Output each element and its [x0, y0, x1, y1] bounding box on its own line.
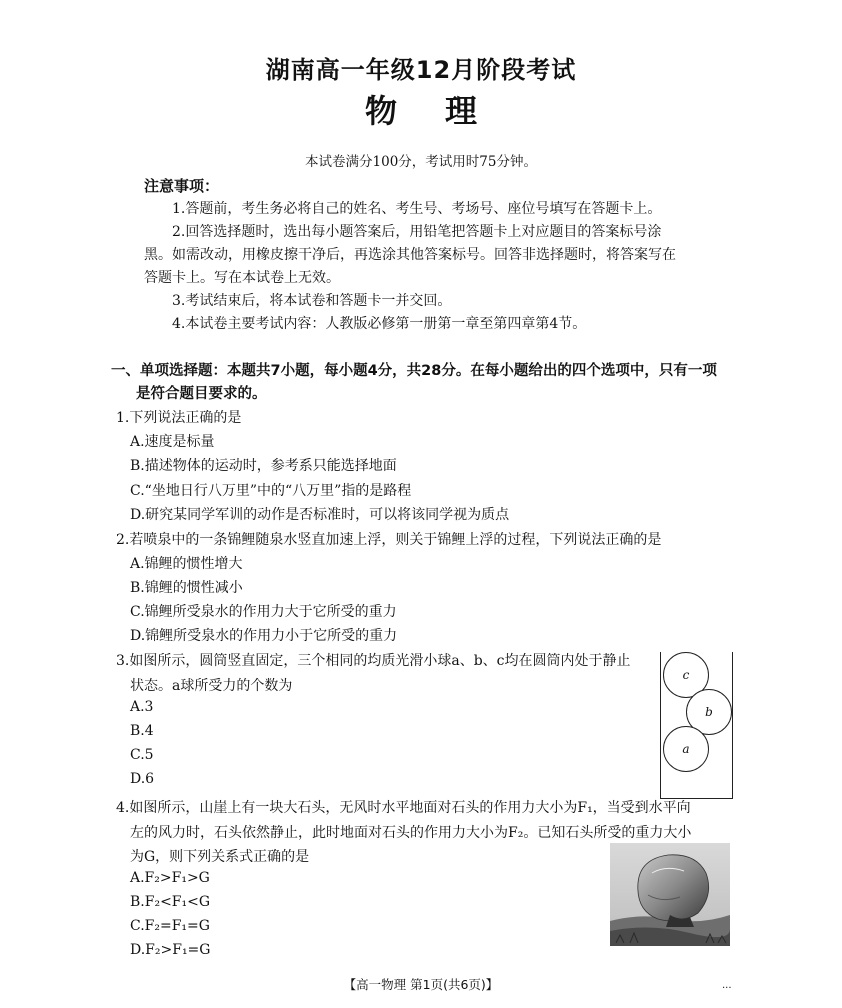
- question-2-option-d: D.锦鲤所受泉水的作用力小于它所受的重力: [130, 628, 398, 644]
- section-1-heading: 一、单项选择题：本题共7小题，每小题4分，共28分。在每小题给出的四个选项中，只有一项: [111, 363, 717, 379]
- notice-line-3: 黑。如需改动，用橡皮擦干净后，再选涂其他答案标号。回答非选择题时，将答案写在: [144, 247, 676, 263]
- rock-photo: [610, 843, 730, 946]
- page-footer: 【高一物理 第1页(共6页)】: [343, 977, 499, 992]
- notice-line-4: 答题卡上。写在本试卷上无效。: [144, 270, 340, 286]
- question-1-option-b: B.描述物体的运动时，参考系只能选择地面: [130, 458, 397, 474]
- exam-intro: 本试卷满分100分，考试用时75分钟。: [305, 154, 537, 170]
- corner-mark: ...: [722, 980, 732, 991]
- question-4-option-d: D.F₂>F₁=G: [130, 942, 211, 958]
- question-2-option-b: B.锦鲤的惯性减小: [130, 580, 243, 596]
- notice-line-6: 4.本试卷主要考试内容：人教版必修第一册第一章至第四章第4节。: [172, 316, 587, 332]
- cylinder-figure: [660, 652, 733, 799]
- ball-a: a: [663, 726, 709, 772]
- question-4-option-b: B.F₂<F₁<G: [130, 894, 211, 910]
- question-1-option-c: C.“坐地日行八万里”中的“八万里”指的是路程: [130, 483, 412, 499]
- question-4-option-c: C.F₂=F₁=G: [130, 918, 210, 934]
- question-4-stem-cont-2: 为G，则下列关系式正确的是: [130, 849, 310, 865]
- question-1-option-a: A.速度是标量: [130, 434, 215, 450]
- subject-title: 物理: [364, 92, 525, 130]
- exam-title: 湖南高一年级12月阶段考试: [265, 56, 577, 84]
- question-3-option-c: C.5: [130, 747, 154, 763]
- question-2-stem: 2.若喷泉中的一条锦鲤随泉水竖直加速上浮，则关于锦鲤上浮的过程，下列说法正确的是: [116, 532, 662, 548]
- question-2-option-c: C.锦鲤所受泉水的作用力大于它所受的重力: [130, 604, 397, 620]
- notice-line-1: 1.答题前，考生务必将自己的姓名、考生号、考场号、座位号填写在答题卡上。: [172, 201, 662, 217]
- question-3-stem-cont: 状态。a球所受力的个数为: [130, 678, 293, 694]
- question-1-stem: 1.下列说法正确的是: [116, 410, 242, 426]
- question-3-option-a: A.3: [130, 699, 154, 715]
- question-3-option-d: D.6: [130, 771, 155, 787]
- notice-title: 注意事项：: [144, 177, 220, 195]
- notice-line-2: 2.回答选择题时，选出每小题答案后，用铅笔把答题卡上对应题目的答案标号涂: [172, 224, 662, 240]
- question-1-option-d: D.研究某同学军训的动作是否标准时，可以将该同学视为质点: [130, 507, 510, 523]
- question-2-option-a: A.锦鲤的惯性增大: [130, 556, 243, 572]
- ball-c: c: [663, 652, 709, 698]
- section-1-heading-cont: 是符合题目要求的。: [136, 386, 267, 402]
- ball-b: b: [686, 689, 732, 735]
- question-3-stem: 3.如图所示，圆筒竖直固定，三个相同的均质光滑小球a、b、c均在圆筒内处于静止: [116, 653, 631, 669]
- notice-line-5: 3.考试结束后，将本试卷和答题卡一并交回。: [172, 293, 452, 309]
- question-4-stem: 4.如图所示，山崖上有一块大石头，无风时水平地面对石头的作用力大小为F₁，当受到水平向: [116, 800, 691, 816]
- question-4-option-a: A.F₂>F₁>G: [130, 870, 210, 886]
- question-3-option-b: B.4: [130, 723, 154, 739]
- question-4-stem-cont-1: 左的风力时，石头依然静止，此时地面对石头的作用力大小为F₂。已知石头所受的重力大小: [130, 825, 692, 841]
